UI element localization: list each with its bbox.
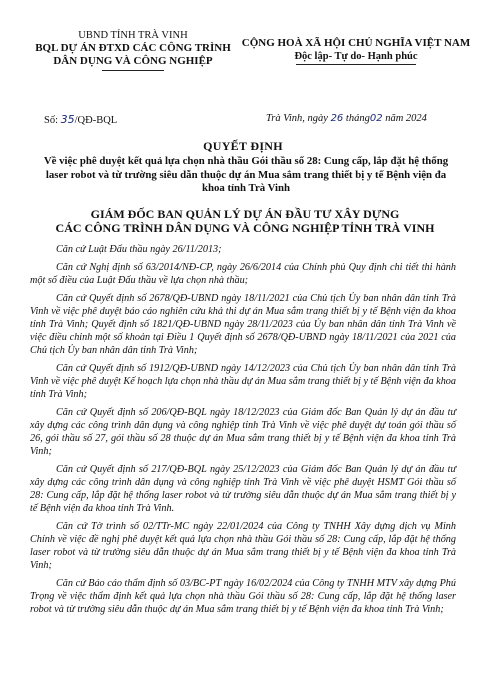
legal-basis-section — [30, 243, 456, 621]
agency-parent: UBND TỈNH TRÀ VINH — [78, 30, 188, 41]
date-day-handwritten: 26 — [330, 113, 344, 124]
motto-underline — [296, 64, 416, 65]
date-month-handwritten: 02 — [369, 113, 383, 124]
legal-basis-paragraph: Căn cứ Quyết định số 2678/QĐ-UBND ngày 18/11/2021 của Chủ tịch Ủy ban nhân dân tỉnh Trà Vinh về việc phê duyệt báo cáo nghiên cứu khả thi dự án Mua sắm trang thiết bị y tế Bệnh viện đa khoa tỉnh Trà Vinh; Quyết định số 1821/QĐ-UBND ngày 28/11/2023 của Ủy ban nhân dân tỉnh Trà Vinh về việc điều chỉnh một số khoản tại Điều 1 Quyết định số 2678/QĐ-UBND ngày 18/11/2021 của 2021 của Chủ tịch Ủy ban nhân dân tỉnh Trà Vinh; — [30, 293, 456, 356]
place-and-date — [266, 113, 427, 124]
document-number — [44, 113, 117, 126]
legal-basis-paragraph: Căn cứ Tờ trình số 02/TTr-MC ngày 22/01/2024 của Công ty TNHH Xây dựng dịch vụ Minh Chính về việc đề nghị phê duyệt kết quả lựa chọn nhà thầu Gói thầu số 28: Cung cấp, lắp đặt hệ thống laser robot và từ trường siêu dẫn thuộc dự án Mua sắm trang thiết bị y tế Bệnh viện đa khoa tỉnh Trà Vinh; — [30, 521, 456, 571]
national-motto: Độc lập- Tự do- Hạnh phúc — [294, 51, 418, 62]
issuing-authority — [30, 207, 460, 235]
nation-name: CỘNG HOÀ XÃ HỘI CHỦ NGHĨA VIỆT NAM — [241, 37, 471, 49]
doc-number-prefix: Số: — [44, 115, 59, 126]
legal-basis-paragraph: Căn cứ Báo cáo thẩm định số 03/BC-PT ngày 16/02/2024 của Công ty TNHH MTV xây dựng Phú Trọng về việc thẩm định kết quả lựa chọn nhà thầu Gói thầu số 28: Cung cấp, lắp đặt hệ thống laser robot và từ trường siêu dẫn thuộc dự án Mua sắm trang thiết bị y tế Bệnh viện đa khoa tỉnh Trà Vinh; — [30, 578, 456, 615]
doc-number-handwritten: 35 — [60, 113, 75, 126]
agency-name-line1: BQL DỰ ÁN ĐTXD CÁC CÔNG TRÌNH — [35, 42, 231, 54]
authority-line1: GIÁM ĐỐC BAN QUẢN LÝ DỰ ÁN ĐẦU TƯ XÂY DỰNG — [90, 207, 400, 221]
year-label: năm 2024 — [385, 113, 427, 124]
place-prefix: Trà Vinh, ngày — [266, 113, 328, 124]
document-subject: Về việc phê duyệt kết quả lựa chọn nhà thầu Gói thầu số 28: Cung cấp, lắp đặt hệ thống laser robot và từ trường siêu dẫn thuộc dự án Mua sắm trang thiết bị y tế Bệnh viện đa khoa tỉnh Trà Vinh — [43, 155, 449, 194]
legal-basis-paragraph: Căn cứ Quyết định số 217/QĐ-BQL ngày 25/12/2023 của Giám đốc Ban Quản lý dự án đầu tư xây dựng các công trình dân dụng và công nghiệp tỉnh Trà Vinh về việc phê duyệt HSMT Gói thầu số 28: Cung cấp, lắp đặt hệ thống laser robot và từ trường siêu dẫn thuộc dự án Mua sắm trang thiết bị y tế Bệnh viện đa khoa tỉnh Trà Vinh. — [30, 464, 456, 514]
issuing-agency-block — [30, 29, 236, 71]
document-title: QUYẾT ĐỊNH — [203, 139, 283, 153]
doc-number-suffix: /QĐ-BQL — [74, 115, 118, 126]
agency-name-line2: DÂN DỤNG VÀ CÔNG NGHIỆP — [53, 55, 213, 67]
authority-line2: CÁC CÔNG TRÌNH DÂN DỤNG VÀ CÔNG NGHIỆP TỈNH TRÀ VINH — [55, 221, 435, 235]
month-label: tháng — [345, 113, 370, 124]
legal-basis-paragraph: Căn cứ Nghị định số 63/2014/NĐ-CP, ngày 26/6/2014 của Chính phủ Quy định chi tiết thi hành một số điều của Luật Đấu thầu về lựa chọn nhà thầu; — [30, 262, 456, 286]
legal-basis-paragraph: Căn cứ Luật Đấu thầu ngày 26/11/2013; — [56, 244, 222, 255]
legal-basis-paragraph: Căn cứ Quyết định số 1912/QĐ-UBND ngày 14/12/2023 của Chủ tịch Ủy ban nhân dân tỉnh Trà Vinh về việc phê duyệt Kế hoạch lựa chọn nhà thầu dự án Mua sắm trang thiết bị y tế Bệnh viện đa khoa tỉnh Trà Vinh; — [30, 363, 456, 400]
agency-underline — [102, 70, 164, 71]
national-motto-block — [240, 37, 472, 65]
legal-basis-paragraph: Căn cứ Quyết định số 206/QĐ-BQL ngày 18/12/2023 của Giám đốc Ban Quản lý dự án đầu tư xây dựng các công trình dân dụng và công nghiệp tỉnh Trà Vinh về việc phê duyệt dự toán gói thầu số 26, gói thầu số 27, gói thầu số 28 thuộc dự án Mua sắm trang thiết bị y tế Bệnh viện đa khoa tỉnh Trà Vinh; — [30, 407, 456, 457]
